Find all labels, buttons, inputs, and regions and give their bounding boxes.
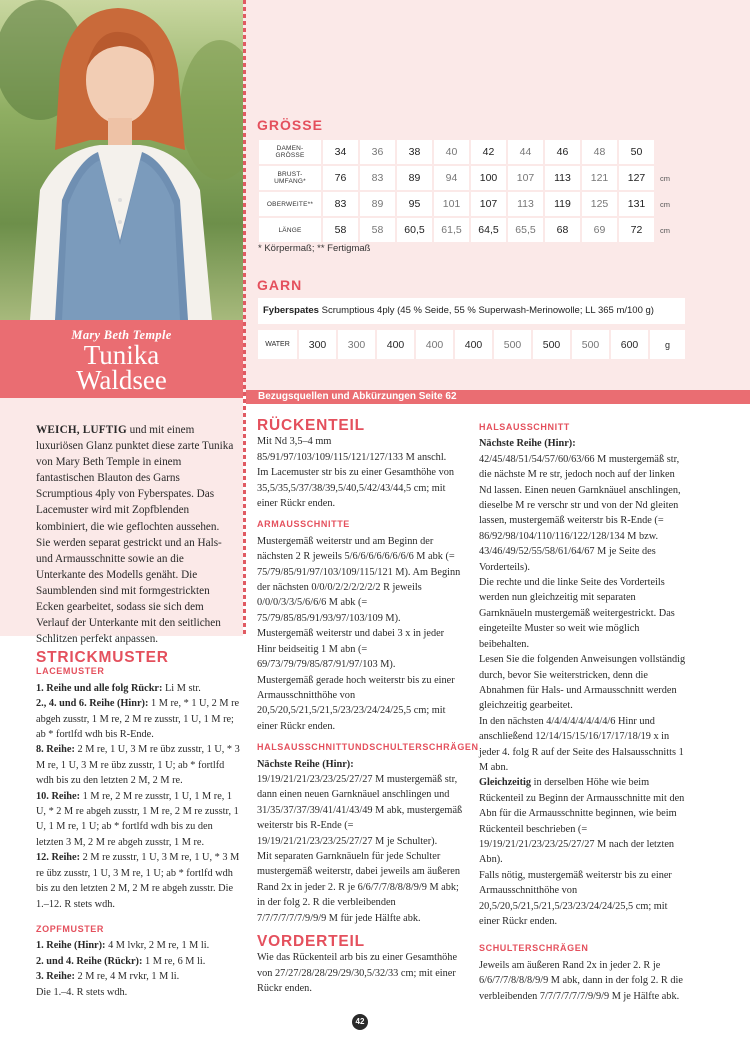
- lace-step: [36, 696, 241, 742]
- size-cell: 44: [508, 140, 543, 164]
- zopf-step-label: 3. Reihe:: [36, 971, 75, 983]
- zopf-step: [36, 938, 241, 953]
- lace-step-text: 1 M re, 2 M re zusstr, 1 U, 1 M re, 1 U, * 2 M re abgeh zusstr, 1 M re, 2 M re zusstr, 1 U, 1 M re, 1 U; ab * fortlfd wdh bis zu den letzten 3 M, 2 M re abgeh zusstr, 1 M re.: [36, 790, 239, 848]
- col3-p6: Falls nötig, mustergemäß weiterstr bis zu einer Armausschnitthöhe von 20,5/20,5/21,5/21,5/23/23/24/24/25,5 cm; mit einer Rückr enden.: [479, 869, 672, 927]
- yarn-amount-table: [256, 328, 687, 361]
- size-cell: 40: [434, 140, 469, 164]
- lace-instructions: [36, 681, 241, 912]
- col3-p5: [479, 775, 687, 867]
- ruecken-p2: Im Lacemuster str bis zu einer Gesamthöhe von 35,5/35,5/37/38/39,5/40,5/42/43/44,5 cm; mit einer Rückr enden.: [257, 467, 455, 510]
- size-cell: 107: [508, 166, 543, 190]
- arm-heading: ARMAUSSCHNITTE: [257, 519, 350, 530]
- lace-step-text: 2 M re zusstr, 1 U, 3 M re, 1 U, * 3 M re übz zusstr, 1 U, 3 M re, 1 U; ab * fortlfd wdh bis zu den letzten 2 M, 2 M re abgeh zusstr. Die 1.–12. R stets wdh.: [36, 852, 240, 910]
- lace-heading: LACEMUSTER: [36, 666, 105, 677]
- size-cell: 68: [545, 218, 580, 242]
- col3-p1-bold: Nächste Reihe (Hinr):: [479, 438, 576, 450]
- col3-p7: Jeweils am äußeren Rand 2x in jeder 2. R je 6/6/7/7/8/8/8/9/9 M abk, dann in der folg 2. R die verbleibenden 7/7/7/7/7/7/9/9/9 M je Hälfte abk.: [479, 959, 683, 1002]
- size-cell: 101: [434, 192, 469, 216]
- size-cell: 65,5: [508, 218, 543, 242]
- zopf-step-label: 2. und 4. Reihe (Rückr):: [36, 955, 143, 967]
- yarn-amount-cell: 500: [494, 330, 531, 359]
- size-cell: 64,5: [471, 218, 506, 242]
- yarn-color-label: WATER: [258, 330, 297, 359]
- schulter-heading: SCHULTERSCHRÄGEN: [479, 943, 589, 954]
- col3-p5-bold: Gleichzeitig: [479, 777, 532, 789]
- size-cell: 76: [323, 166, 358, 190]
- size-cell: 83: [360, 166, 395, 190]
- yarn-brand: Fyberspates: [263, 305, 319, 316]
- zopf-step: [36, 985, 241, 1000]
- lace-step-text: 1 M re, * 1 U, 2 M re abgeh zusstr, 1 M re, 2 M re zusstr, 1 U, 1 M re; ab * fortlfd wdh bis R-Ende.: [36, 698, 240, 741]
- column-ruecken: [257, 417, 479, 997]
- size-cell: 42: [471, 140, 506, 164]
- size-cell: 89: [397, 166, 432, 190]
- lace-step-label: 2., 4. und 6. Reihe (Hinr):: [36, 698, 149, 710]
- column-strickmuster: [36, 650, 241, 1000]
- yarn-amount-cell: 400: [377, 330, 414, 359]
- size-cell: 60,5: [397, 218, 432, 242]
- size-cell: 58: [323, 218, 358, 242]
- yarn-amount-cell: 600: [611, 330, 648, 359]
- size-row-label: LÄNGE: [259, 218, 321, 242]
- page-number: 42: [352, 1014, 368, 1030]
- size-cell: 107: [471, 192, 506, 216]
- size-table: [257, 138, 676, 244]
- size-cell: 46: [545, 140, 580, 164]
- lace-step-text: 2 M re, 1 U, 3 M re übz zusstr, 1 U, * 3 M re, 1 U, 3 M re übz zusstr, 1 U; ab * fortlfd wdh bis zu den letzten 2 M, 2 M re.: [36, 744, 240, 787]
- yarn-amount-cell: 300: [338, 330, 375, 359]
- lace-step: [36, 850, 241, 912]
- col3-p1-text: 42/45/48/51/54/57/60/63/66 M mustergemäß str, die nächste M re str, jedoch noch auf der linken Nd lassen. Einen neuen Garnknäuel anschlingen, dieselbe M re verschr str und von der Nd gleiten lassen, mustergemäß weiterstr bis R-Ende (= 86/92/98/104/110/116/122/128/134 M bzw. 43/46/49/52/55/58/61/64/67 M je Seite des Vorderteils).: [479, 453, 681, 573]
- size-cell: 125: [582, 192, 617, 216]
- zopf-step-label: 1. Reihe (Hinr):: [36, 940, 106, 952]
- strickmuster-heading: STRICKMUSTER: [36, 649, 169, 666]
- arm-p1: Mustergemäß weiterstr und am Beginn der nächsten 2 R jeweils 5/6/6/6/6/6/6/6/6 M abk (= 75/79/85/91/97/103/109/115/121 M). Am Beginn der nächsten 0/0/0/2/2/2/2/2/2 R jeweils 0/0/0/3/3/5/6/6/6 M abk (= 75/79/85/85/91/93/97/103/109 M).: [257, 535, 461, 624]
- col3-p5-text: in derselben Höhe wie beim Rückenteil zu Beginn der Armausschnitte mit den Abn für die Armausschnitte beginnen, wie beim Rückenteil beschrieben (= 19/19/21/21/23/23/25/27/27 M nach der letzten Abn).: [479, 777, 685, 866]
- title-line-2: Waldsee: [76, 365, 167, 395]
- lace-step-label: 8. Reihe:: [36, 744, 75, 756]
- ruecken-p1: Mit Nd 3,5–4 mm 85/91/97/103/109/115/121/127/133 M anschl.: [257, 436, 447, 463]
- title-block: [0, 320, 243, 398]
- yarn-amount-cell: 500: [572, 330, 609, 359]
- arm-p2: Mustergemäß weiterstr und dabei 3 x in jeder Hinr beidseitig 1 M abn (= 69/73/79/79/85/87/91/97/103 M).: [257, 628, 445, 671]
- size-cell: 121: [582, 166, 617, 190]
- size-cell: 58: [360, 218, 395, 242]
- yarn-amount-cell: 300: [299, 330, 336, 359]
- size-cell: 72: [619, 218, 654, 242]
- size-footnote: * Körpermaß; ** Fertigmaß: [258, 243, 371, 254]
- zopf-step-text: 2 M re, 4 M rvkr, 1 M li.: [74, 971, 180, 983]
- size-row-label: BRUST- UMFANG*: [259, 166, 321, 190]
- size-cell: 113: [545, 166, 580, 190]
- stitched-divider: [243, 0, 246, 636]
- author-name: Mary Beth Temple: [71, 328, 172, 342]
- vorder-p1: Wie das Rückenteil arb bis zu einer Gesamthöhe von 27/27/28/28/29/29/30,5/32/33 cm; mit einer Rückr enden.: [257, 952, 458, 995]
- zopf-step-text: 1 M re, 6 M li.: [142, 955, 206, 967]
- lace-step-label: 10. Reihe:: [36, 790, 81, 802]
- column-halsausschnitt: [479, 420, 687, 1004]
- arm-p3: Mustergemäß gerade hoch weiterstr bis zu einer Armausschnitthöhe von 20,5/20,5/21,5/21,5/23/23/24/24/25,5 cm; mit einer Rückr enden.: [257, 674, 455, 732]
- size-cell: 89: [360, 192, 395, 216]
- size-unit: cm: [660, 199, 670, 209]
- size-row: [259, 166, 674, 190]
- hals-p1-bold: Nächste Reihe (Hinr):: [257, 758, 354, 770]
- hals-p1: [257, 757, 465, 849]
- ruecken-heading: RÜCKENTEIL: [257, 417, 365, 434]
- lace-step-label: 1. Reihe und alle folg Rückr:: [36, 682, 163, 694]
- size-cell: 94: [434, 166, 469, 190]
- size-row: [259, 192, 674, 216]
- zopf-step-text: 4 M lvkr, 2 M re, 1 M li.: [105, 940, 210, 952]
- model-photo: [0, 0, 243, 320]
- yarn-heading: GARN: [257, 277, 303, 293]
- vorder-heading: VORDERTEIL: [257, 933, 365, 950]
- col3-p4: In den nächsten 4/4/4/4/4/4/4/4/6 Hinr und anschließend 12/14/15/15/16/17/17/18/19 x in jeder 4. folg R auf der Seite des Halsausschnitts 1 M abn.: [479, 715, 684, 773]
- lace-step-label: 12. Reihe:: [36, 852, 81, 864]
- photo-illustration: [0, 0, 243, 320]
- intro-lead: WEICH, LUFTIG: [36, 424, 127, 436]
- intro-body: und mit einem luxuriösen Glanz punktet diese zarte Tunika von Mary Beth Temple in einem fantastischen Blauton des Garns Scrumptious 4ply von Fyberspates. Das Lacemuster wird mit Zopfblenden kombiniert, die wie geflochten aussehen. Sie werden separat gestrickt und an Hals- und Armausschnitte sowie an die Unterkante des Modells genäht. Die Saumblenden sind mit formgestrickten Ecken gearbeitet, sodass sie sich dem Verlauf der Unterkante mit den seitlichen Schlitzen perfekt anpassen.: [36, 424, 234, 646]
- col3-p1: [479, 436, 687, 575]
- col3-p3: Lesen Sie die folgenden Anweisungen vollständig durch, bevor Sie weiterstricken, denn die Abnahmen für Hals- und Armausschnitt werden gleichzeitig gearbeitet.: [479, 654, 686, 712]
- zopf-step: [36, 969, 241, 984]
- size-cell: 38: [397, 140, 432, 164]
- size-cell: 61,5: [434, 218, 469, 242]
- size-row: [259, 218, 674, 242]
- col3-hals-heading: HALSAUSSCHNITT: [479, 422, 570, 432]
- zopf-step: [36, 954, 241, 969]
- size-cell: 100: [471, 166, 506, 190]
- size-cell: 50: [619, 140, 654, 164]
- size-unit: cm: [660, 225, 670, 235]
- size-cell: 69: [582, 218, 617, 242]
- size-row-label: DAMEN- GRÖSSE: [259, 140, 321, 164]
- zopf-heading: ZOPFMUSTER: [36, 923, 104, 934]
- hals-p2: Mit separaten Garnknäueln für jede Schulter mustergemäß weiterstr, dabei jeweils am äußeren Rand 2x in jeder 2. R je 6/6/7/7/8/8/8/9/9 M abk; in der folg 2. R die verbleibenden 7/7/7/7/7/7/9/9/9 M für jede Hälfte abk.: [257, 850, 460, 924]
- hals-p1-text: 19/19/21/21/23/23/25/27/27 M mustergemäß str, dann einen neuen Garnknäuel anschlingen und 31/35/37/37/39/41/41/43/49 M abk, mustergemäß weiterstr bis R-Ende (= 19/19/21/21/23/23/25/27/27 M je Schulter).: [257, 773, 463, 847]
- yarn-amount-cell: 400: [455, 330, 492, 359]
- size-cell: 113: [508, 192, 543, 216]
- sources-banner: Bezugsquellen und Abkürzungen Seite 62: [246, 390, 750, 404]
- size-cell: 36: [360, 140, 395, 164]
- hals-schulter-heading: HALSAUSSCHNITTUNDSCHULTERSCHRÄGEN: [257, 742, 479, 753]
- size-cell: 119: [545, 192, 580, 216]
- size-cell: 95: [397, 192, 432, 216]
- lace-step: [36, 789, 241, 851]
- size-unit: cm: [660, 173, 670, 183]
- zopf-step-text: Die 1.–4. R stets wdh.: [36, 986, 128, 998]
- yarn-amount-row: [258, 330, 685, 359]
- title-line-1: Tunika: [83, 340, 160, 370]
- yarn-amount-cell: 500: [533, 330, 570, 359]
- yarn-desc: Scrumptious 4ply (45 % Seide, 55 % Superwash-Merinowolle; LL 365 m/100 g): [318, 305, 654, 316]
- lace-step: [36, 742, 241, 788]
- lace-step-text: Li M str.: [162, 682, 201, 694]
- lace-step: [36, 681, 241, 696]
- size-heading: GRÖSSE: [257, 117, 323, 133]
- size-cell: 127: [619, 166, 654, 190]
- yarn-description: [258, 298, 685, 324]
- col3-p2: Die rechte und die linke Seite des Vorderteils werden nun gleichzeitig mit separaten Garnknäueln mustergemäß weitergestrickt. Das eingeteilte Muster so weit wie möglich beibehalten.: [479, 577, 675, 650]
- intro-text: [0, 398, 243, 646]
- size-cell: 34: [323, 140, 358, 164]
- size-row: [259, 140, 674, 164]
- size-row-label: OBERWEITE**: [259, 192, 321, 216]
- yarn-amount-cell: 400: [416, 330, 453, 359]
- size-cell: 131: [619, 192, 654, 216]
- zopf-instructions: [36, 938, 241, 1000]
- size-cell: 83: [323, 192, 358, 216]
- yarn-unit: g: [650, 330, 685, 359]
- size-unit: [656, 140, 674, 164]
- size-cell: 48: [582, 140, 617, 164]
